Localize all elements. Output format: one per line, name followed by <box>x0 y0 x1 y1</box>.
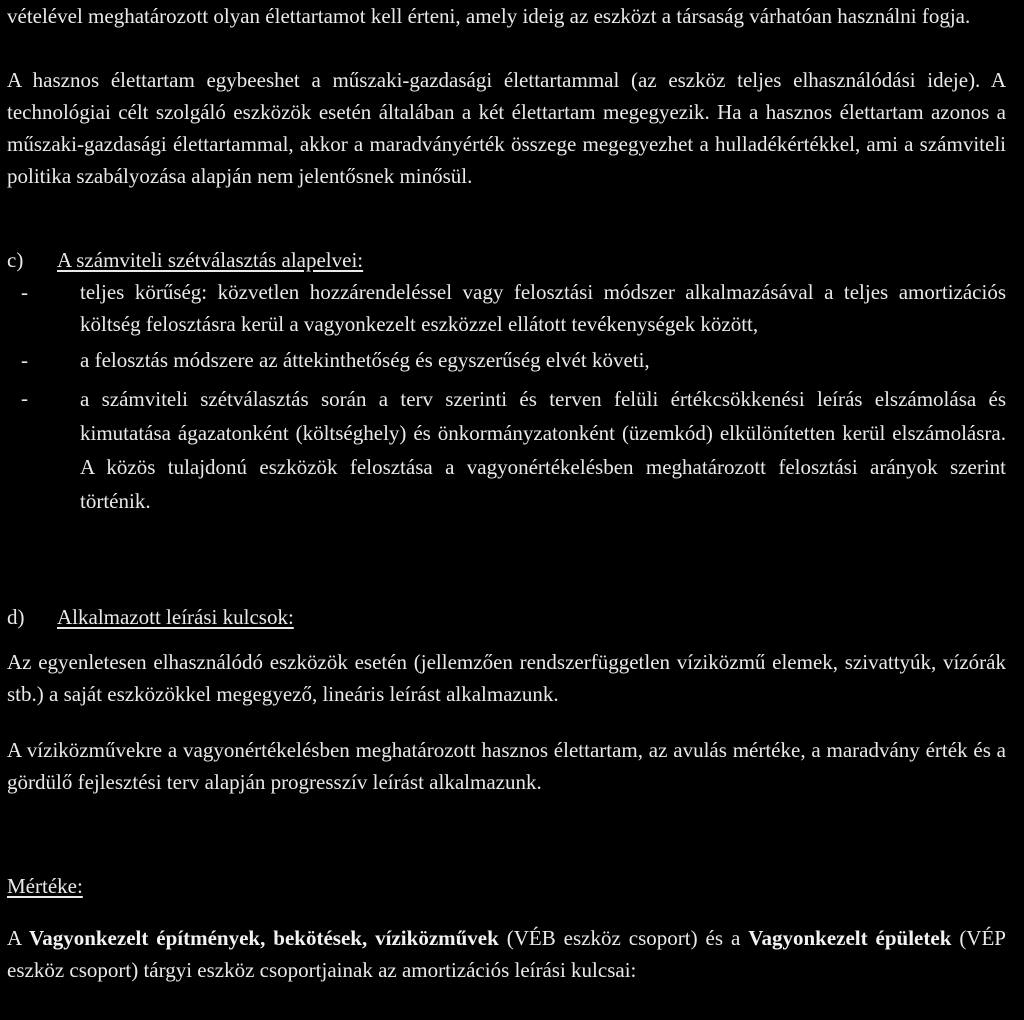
section-c-bullet-list <box>7 276 1006 518</box>
section-d-paragraph-1: Az egyenletesen elhasználódó eszközök esetén (jellemzően rendszerfüggetlen víziközmű elemek, szivattyúk, vízórák stb.) a saját eszközökkel megegyező, lineáris leírást alkalmazunk. <box>7 650 1006 706</box>
list-item <box>7 344 1006 376</box>
bullet-dash: - <box>21 386 28 410</box>
bullet-dash: - <box>21 280 28 304</box>
list-item <box>7 276 1006 340</box>
merteke-heading <box>7 870 83 902</box>
section-c-heading <box>7 244 363 276</box>
merteke-label: Mértéke: <box>7 874 83 898</box>
bullet-text: a számviteli szétválasztás során a terv szerinti és terven felüli értékcsökkenési leírás elszámolása és kimutatása ágazatonként (költséghely) és önkormányzatonként (üzemkód) elkülönítetten kerül elszámolásra. A közös tulajdonú eszközök felosztása a vagyonértékelésben meghatározott felosztási arányok szerint történik. <box>80 387 1006 513</box>
section-d-heading <box>7 601 294 633</box>
list-item <box>7 382 1006 518</box>
final-text-a: A <box>7 926 29 950</box>
section-c-title: A számviteli szétválasztás alapelvei: <box>57 248 364 272</box>
section-d-paragraph-2: A víziközművekre a vagyonértékelésben meghatározott hasznos élettartam, az avulás mértéke, a maradvány érték és a gördülő fejlesztési terv alapján progresszív leírást alkalmazunk. <box>7 738 1006 794</box>
section-d-letter: d) <box>7 605 25 629</box>
intro-paragraph-1: vételével meghatározott olyan élettartamot kell érteni, amely ideig az eszközt a társaság várhatóan használni fogja. <box>7 4 971 28</box>
bullet-text: teljes körűség: közvetlen hozzárendeléssel vagy felosztási módszer alkalmazásával a teljes amortizációs költség felosztásra kerül a vagyonkezelt eszközzel ellátott tevékenységek között, <box>80 280 1006 336</box>
final-paragraph <box>7 922 1006 986</box>
bullet-dash: - <box>21 348 28 372</box>
section-c-letter: c) <box>7 248 24 272</box>
final-text-mid: (VÉB eszköz csoport) és a <box>498 926 749 950</box>
final-bold-2: Vagyonkezelt épületek <box>748 926 952 950</box>
final-text-end: (VÉP eszköz csoport) tárgyi eszköz csoportjainak az amortizációs leírási kulcsai: <box>7 926 1006 982</box>
section-d-title: Alkalmazott leírási kulcsok: <box>57 605 294 629</box>
intro-paragraph-2: A hasznos élettartam egybeeshet a műszaki-gazdasági élettartammal (az eszköz teljes elhasználódási ideje). A technológiai célt szolgáló eszközök esetén általában a két élettartam megegyezik. Ha a hasznos élettartam azonos a műszaki-gazdasági élettartammal, akkor a maradványérték összege megegyezhet a hulladékértékkel, ami a számviteli politika szabályozása alapján nem jelentősnek minősül. <box>7 68 1006 188</box>
bullet-text: a felosztás módszere az áttekinthetőség és egyszerűség elvét követi, <box>80 348 650 372</box>
final-bold-1: Vagyonkezelt építmények, bekötések, víziközművek <box>28 926 499 950</box>
